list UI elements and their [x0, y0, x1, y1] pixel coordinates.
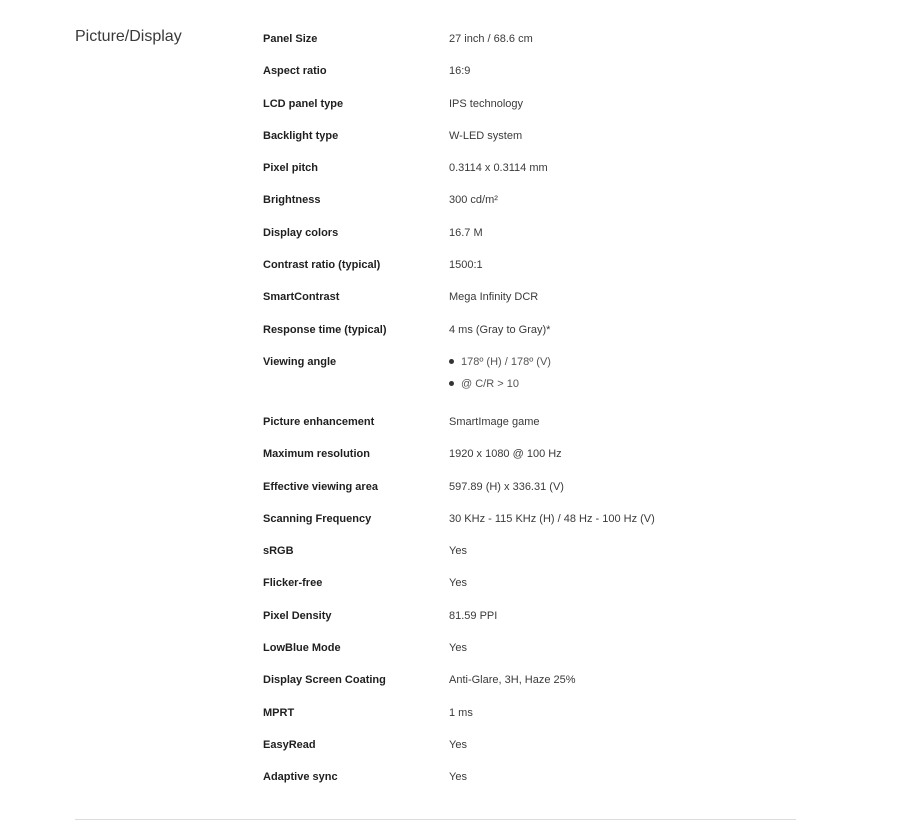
spec-row-response-time [263, 321, 803, 353]
spec-row-display-colors [263, 224, 803, 256]
spec-label: Scanning Frequency [263, 512, 372, 525]
spec-list [263, 30, 803, 801]
spec-value: 1920 x 1080 @ 100 Hz [449, 448, 562, 461]
spec-value: Yes [449, 771, 467, 784]
spec-label: Adaptive sync [263, 771, 338, 784]
spec-row-panel-size [263, 30, 803, 62]
spec-label: Panel Size [263, 33, 318, 45]
spec-value: 81.59 PPI [449, 609, 498, 622]
spec-label: Effective viewing area [263, 480, 378, 493]
spec-row-smartcontrast [263, 288, 803, 320]
spec-label: LCD panel type [263, 97, 344, 110]
spec-value: Yes [449, 577, 467, 590]
spec-row-mprt [263, 704, 803, 736]
spec-label: Backlight type [263, 129, 339, 142]
spec-value: 300 cd/m² [449, 194, 498, 207]
spec-value: 1500:1 [449, 259, 483, 272]
spec-value: 4 ms (Gray to Gray)* [449, 323, 551, 336]
bullet-dot-icon [449, 359, 454, 364]
spec-value: 27 inch / 68.6 cm [449, 33, 533, 45]
spec-label: Display Screen Coating [263, 674, 386, 687]
spec-label: Maximum resolution [263, 448, 370, 461]
spec-value: Yes [449, 545, 467, 558]
spec-label: SmartContrast [263, 291, 340, 304]
spec-row-pixel-density [263, 607, 803, 639]
spec-label: Pixel pitch [263, 162, 319, 175]
spec-value: 1 ms [449, 706, 473, 719]
spec-row-viewing-angle [263, 353, 803, 413]
spec-row-contrast-ratio [263, 256, 803, 288]
spec-label: Contrast ratio (typical) [263, 259, 381, 272]
spec-label: Brightness [263, 194, 321, 207]
spec-label: LowBlue Mode [263, 642, 341, 655]
spec-label: sRGB [263, 545, 294, 558]
spec-row-lowblue-mode [263, 639, 803, 671]
spec-row-picture-enhancement [263, 413, 803, 445]
bullet-text: 178º (H) / 178º (V) [461, 355, 551, 368]
spec-label: Flicker-free [263, 577, 323, 590]
spec-value: W-LED system [449, 129, 523, 142]
spec-value: Anti-Glare, 3H, Haze 25% [449, 674, 576, 687]
spec-row-display-screen-coating [263, 671, 803, 703]
spec-label: Picture enhancement [263, 415, 375, 428]
spec-row-pixel-pitch [263, 159, 803, 191]
spec-value: Yes [449, 738, 467, 751]
spec-row-flicker-free [263, 574, 803, 606]
spec-row-backlight-type [263, 127, 803, 159]
spec-label: Display colors [263, 226, 339, 239]
spec-value: 0.3114 x 0.3114 mm [449, 162, 548, 175]
spec-label: Response time (typical) [263, 323, 387, 336]
spec-label: MPRT [263, 706, 295, 719]
spec-value: 597.89 (H) x 336.31 (V) [449, 480, 564, 493]
section-divider [75, 819, 796, 820]
spec-label: Aspect ratio [263, 65, 327, 78]
bullet-text: @ C/R > 10 [461, 377, 519, 390]
section-title: Picture/Display [75, 28, 182, 45]
spec-row-maximum-resolution [263, 445, 803, 477]
spec-row-effective-viewing-area [263, 478, 803, 510]
spec-row-adaptive-sync [263, 768, 803, 800]
spec-value: SmartImage game [449, 415, 540, 428]
spec-row-brightness [263, 191, 803, 223]
spec-value: 16:9 [449, 65, 471, 78]
bullet-item [449, 353, 551, 371]
spec-label: Viewing angle [263, 355, 337, 368]
spec-row-lcd-panel-type [263, 95, 803, 127]
spec-row-srgb [263, 542, 803, 574]
spec-row-aspect-ratio [263, 62, 803, 94]
spec-label: EasyRead [263, 738, 316, 751]
bullet-dot-icon [449, 381, 454, 386]
spec-value [449, 353, 551, 397]
spec-row-easyread [263, 736, 803, 768]
spec-value: 30 KHz - 115 KHz (H) / 48 Hz - 100 Hz (V) [449, 512, 655, 525]
spec-row-scanning-frequency [263, 510, 803, 542]
spec-value: Yes [449, 642, 467, 655]
bullet-list [449, 353, 551, 393]
spec-value: IPS technology [449, 97, 523, 110]
bullet-item [449, 375, 551, 393]
spec-value: 16.7 M [449, 226, 483, 239]
spec-value: Mega Infinity DCR [449, 291, 539, 304]
spec-label: Pixel Density [263, 609, 332, 622]
